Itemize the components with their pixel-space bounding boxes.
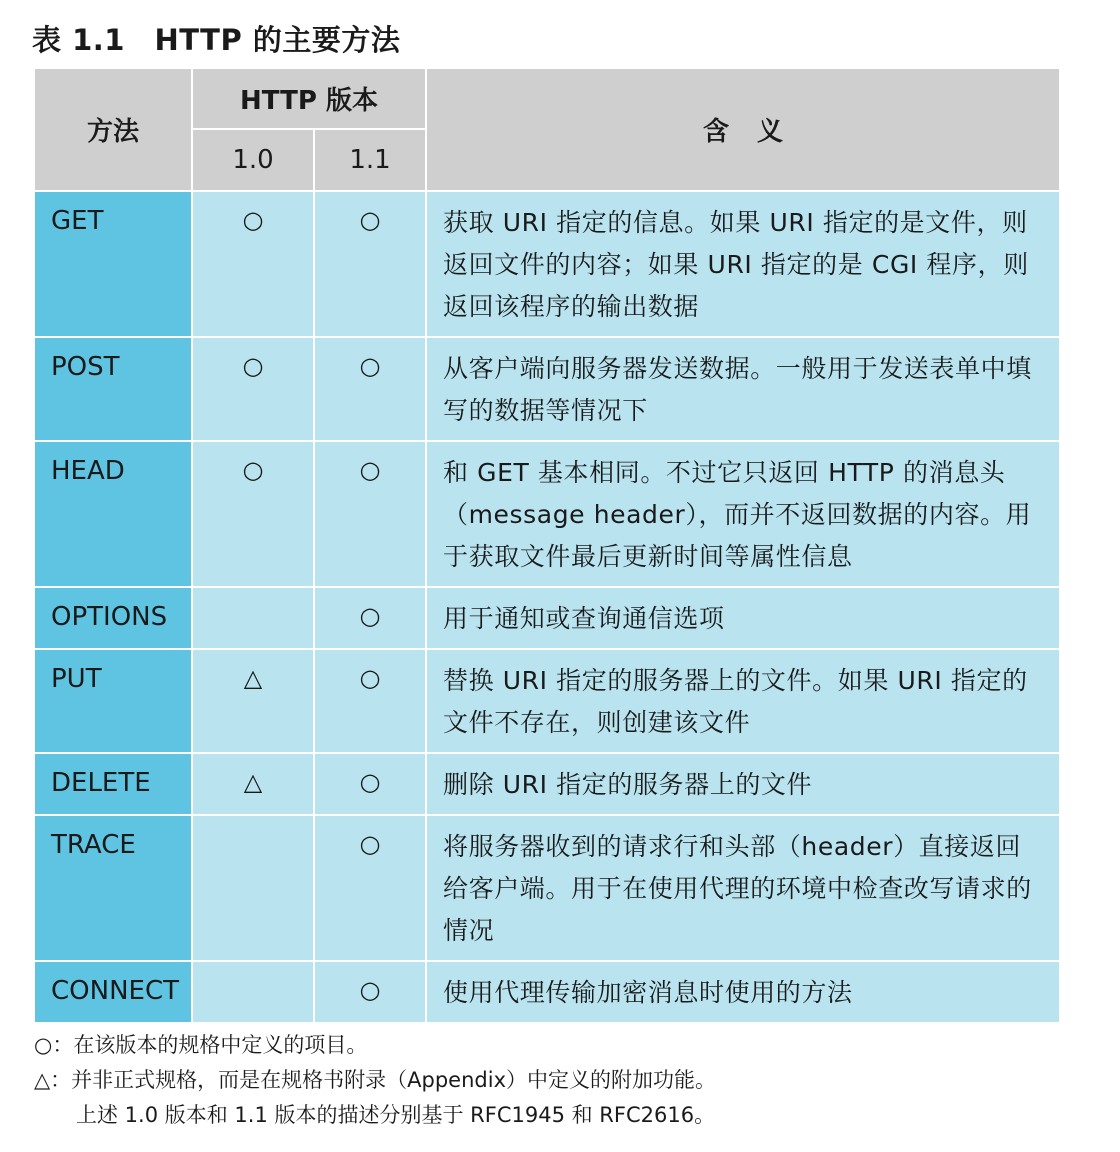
method-name: TRACE — [34, 815, 192, 961]
table-row — [34, 587, 1060, 649]
v11-mark: ○ — [314, 649, 426, 753]
method-description: 用于通知或查询通信选项 — [426, 587, 1060, 649]
v11-mark: ○ — [314, 441, 426, 587]
header-method: 方法 — [34, 68, 192, 191]
method-name: PUT — [34, 649, 192, 753]
v10-mark: ○ — [192, 191, 314, 337]
method-description: 将服务器收到的请求行和头部（header）直接返回给客户端。用于在使用代理的环境中检查改写请求的情况 — [426, 815, 1060, 961]
v10-mark — [192, 961, 314, 1023]
method-description: 替换 URI 指定的服务器上的文件。如果 URI 指定的文件不存在，则创建该文件 — [426, 649, 1060, 753]
method-name: OPTIONS — [34, 587, 192, 649]
method-name: POST — [34, 337, 192, 441]
v10-mark: △ — [192, 649, 314, 753]
v11-mark: ○ — [314, 753, 426, 815]
method-name: DELETE — [34, 753, 192, 815]
table-row — [34, 337, 1060, 441]
method-description: 删除 URI 指定的服务器上的文件 — [426, 753, 1060, 815]
method-name: GET — [34, 191, 192, 337]
v11-mark: ○ — [314, 961, 426, 1023]
v10-mark — [192, 587, 314, 649]
http-methods-table — [33, 67, 1061, 1024]
v11-mark: ○ — [314, 337, 426, 441]
v11-mark: ○ — [314, 587, 426, 649]
table-row — [34, 649, 1060, 753]
table-row — [34, 441, 1060, 587]
v10-mark: △ — [192, 753, 314, 815]
method-name: HEAD — [34, 441, 192, 587]
header-version-1-0: 1.0 — [192, 129, 314, 191]
table-caption: 表 1.1 HTTP 的主要方法 — [32, 23, 401, 57]
v10-mark: ○ — [192, 441, 314, 587]
method-description: 获取 URI 指定的信息。如果 URI 指定的是文件，则返回文件的内容；如果 URI 指定的是 CGI 程序，则返回该程序的输出数据 — [426, 191, 1060, 337]
note-circle: ○：在该版本的规格中定义的项目。 — [34, 1033, 368, 1057]
table-row — [34, 961, 1060, 1023]
table-notes — [34, 1028, 716, 1133]
note-rfc-basis: 上述 1.0 版本和 1.1 版本的描述分别基于 RFC1945 和 RFC2616。 — [76, 1103, 716, 1127]
method-name: CONNECT — [34, 961, 192, 1023]
table-row — [34, 191, 1060, 337]
v10-mark — [192, 815, 314, 961]
v11-mark: ○ — [314, 815, 426, 961]
header-http-version: HTTP 版本 — [192, 68, 426, 129]
table-row — [34, 815, 1060, 961]
v10-mark: ○ — [192, 337, 314, 441]
note-triangle: △：并非正式规格，而是在规格书附录（Appendix）中定义的附加功能。 — [34, 1068, 716, 1092]
method-description: 使用代理传输加密消息时使用的方法 — [426, 961, 1060, 1023]
method-description: 和 GET 基本相同。不过它只返回 HTTP 的消息头（message header），而并不返回数据的内容。用于获取文件最后更新时间等属性信息 — [426, 441, 1060, 587]
table-row — [34, 753, 1060, 815]
header-version-1-1: 1.1 — [314, 129, 426, 191]
v11-mark: ○ — [314, 191, 426, 337]
method-description: 从客户端向服务器发送数据。一般用于发送表单中填写的数据等情况下 — [426, 337, 1060, 441]
header-meaning: 含义 — [426, 68, 1060, 191]
